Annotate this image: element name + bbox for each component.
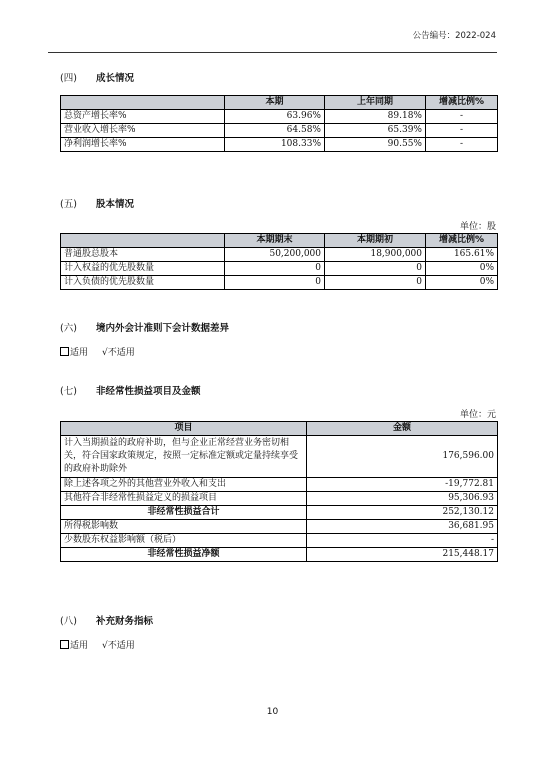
page-number: 10 [266, 707, 279, 717]
table-row [61, 478, 498, 492]
checkbox-empty-icon [60, 640, 69, 649]
table-row [61, 436, 498, 478]
table-row [61, 138, 498, 152]
row-label: 除上述各项之外的其他营业外收入和支出 [61, 478, 307, 492]
table-cell: 50,200,000 [225, 248, 325, 262]
table-row [61, 110, 498, 124]
header-rule [48, 52, 497, 53]
table-cell: 90.55% [325, 138, 426, 152]
section-label-accounting-diff: 境内外会计准则下会计数据差异 [96, 323, 230, 334]
table-cell: -19,772.81 [307, 478, 498, 492]
section-label-supplementary: 补充财务指标 [96, 616, 154, 627]
section-title-growth [60, 70, 134, 84]
row-label: 非经常性损益合计 [61, 506, 307, 520]
section-title-equity [60, 196, 134, 210]
section-label-non-recurring: 非经常性损益项目及金额 [96, 386, 201, 397]
applicable-label: 适用 [70, 641, 89, 651]
row-label: 计入当期损益的政府补助，但与企业正常经营业务密切相关，符合国家政策规定，按照一定标准定额或定量持续享受的政府补助除外 [61, 436, 307, 478]
section-title-supplementary [60, 613, 153, 627]
applicability-options-accounting-diff [60, 345, 135, 358]
section-num-supplementary: (八) [60, 616, 77, 627]
row-label: 营业收入增长率% [61, 124, 225, 138]
table-cell: 89.18% [325, 110, 426, 124]
column-header [61, 234, 225, 248]
table-header-row [61, 96, 498, 110]
table-row [61, 520, 498, 534]
table-row [61, 276, 498, 290]
row-label: 总资产增长率% [61, 110, 225, 124]
table-cell: 215,448.17 [307, 548, 498, 562]
table-cell: 176,596.00 [307, 436, 498, 478]
table-cell: 0 [225, 276, 325, 290]
table-cell: 64.58% [225, 124, 325, 138]
table-header-row [61, 234, 498, 248]
announcement-code: 公告编号：2022-024 [412, 31, 496, 41]
row-label: 非经常性损益净额 [61, 548, 307, 562]
table-cell: 63.96% [225, 110, 325, 124]
row-label: 少数股东权益影响额（税后） [61, 534, 307, 548]
table-cell: - [426, 110, 498, 124]
table-cell: 65.39% [325, 124, 426, 138]
unit-label-equity: 单位：股 [459, 222, 496, 232]
table-row [61, 262, 498, 276]
column-header [61, 96, 225, 110]
table-cell: 0 [325, 262, 426, 276]
table-row-total [61, 506, 498, 520]
table-cell: 0 [325, 276, 426, 290]
section-num-non-recurring: (七) [60, 386, 77, 397]
applicable-option[interactable] [60, 641, 88, 651]
applicability-options-supplementary [60, 638, 135, 651]
row-label: 普通股总股本 [61, 248, 225, 262]
table-cell: 108.33% [225, 138, 325, 152]
row-label: 其他符合非经常性损益定义的损益项目 [61, 492, 307, 506]
table-cell: - [426, 124, 498, 138]
not-applicable-option[interactable]: √不适用 [102, 641, 135, 651]
table-header-row [61, 422, 498, 436]
row-label: 计入权益的优先股数量 [61, 262, 225, 276]
table-cell: 165.61% [426, 248, 498, 262]
table-cell: 0 [225, 262, 325, 276]
column-header: 本期期初 [325, 234, 426, 248]
section-title-non-recurring [60, 383, 201, 397]
growth-table [60, 95, 498, 152]
section-num-accounting-diff: (六) [60, 323, 77, 334]
column-header: 增减比例% [426, 234, 498, 248]
row-label: 计入负债的优先股数量 [61, 276, 225, 290]
table-cell: 0% [426, 262, 498, 276]
row-label: 净利润增长率% [61, 138, 225, 152]
column-header: 项目 [61, 422, 307, 436]
checkbox-empty-icon [60, 347, 69, 356]
section-title-accounting-diff [60, 320, 229, 334]
column-header: 增减比例% [426, 96, 498, 110]
table-cell: 0% [426, 276, 498, 290]
table-cell: 18,900,000 [325, 248, 426, 262]
non-recurring-table [60, 421, 498, 562]
equity-table [60, 233, 498, 290]
section-label-equity: 股本情况 [96, 199, 135, 210]
not-applicable-option[interactable]: √不适用 [102, 348, 135, 358]
row-label: 所得税影响数 [61, 520, 307, 534]
column-header: 上年同期 [325, 96, 426, 110]
applicable-label: 适用 [70, 348, 89, 358]
column-header: 本期 [225, 96, 325, 110]
table-cell: 252,130.12 [307, 506, 498, 520]
section-label-growth: 成长情况 [96, 73, 135, 84]
table-cell: 95,306.93 [307, 492, 498, 506]
applicable-option[interactable] [60, 348, 88, 358]
table-cell: - [307, 534, 498, 548]
table-cell: 36,681.95 [307, 520, 498, 534]
table-row [61, 124, 498, 138]
table-row [61, 492, 498, 506]
section-num-equity: (五) [60, 199, 77, 210]
column-header: 金额 [307, 422, 498, 436]
section-num-growth: (四) [60, 73, 77, 84]
table-row [61, 248, 498, 262]
table-row [61, 534, 498, 548]
table-cell: - [426, 138, 498, 152]
unit-label-non-recurring: 单位：元 [459, 410, 496, 420]
column-header: 本期期末 [225, 234, 325, 248]
table-row-net [61, 548, 498, 562]
